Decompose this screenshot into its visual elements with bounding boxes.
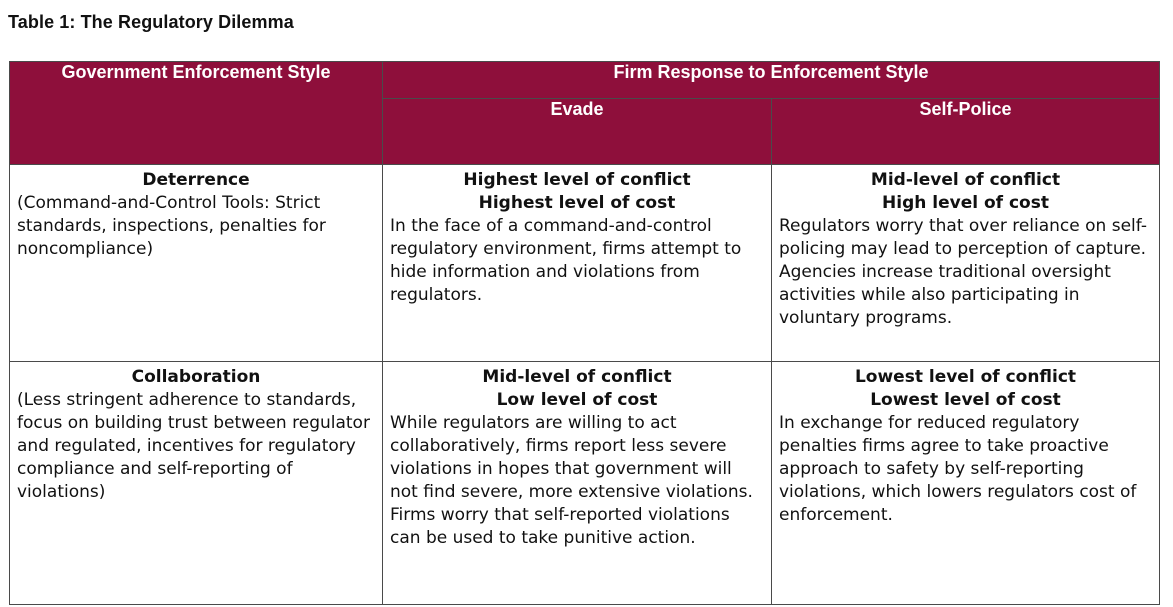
cell-description: In the face of a command-and-control regulatory environment, firms attempt to hide information and violations from regulators. — [390, 216, 742, 305]
style-name: Deterrence — [142, 170, 250, 190]
regulatory-dilemma-table — [9, 61, 1160, 605]
style-description: (Less stringent adherence to standards, focus on building trust between regulator and regulated, incentives for regulatory compliance and self-reporting of violations) — [17, 390, 370, 502]
cell-deterrence-evade — [383, 165, 772, 362]
cell-deterrence-self-police — [772, 165, 1160, 362]
cell-description: While regulators are willing to act collaboratively, firms report less severe violations in hopes that government will not find severe, more extensive violations. Firms worry that self-reported violations can be used to take punitive action. — [390, 413, 753, 548]
table-row-deterrence — [10, 165, 1160, 362]
style-description: (Command-and-Control Tools: Strict standards, inspections, penalties for noncompliance) — [17, 193, 326, 259]
cell-collaboration-style — [10, 362, 383, 605]
cell-description: In exchange for reduced regulatory penalties firms agree to take proactive approach to safety by self-reporting violations, which lowers regulators cost of enforcement. — [779, 413, 1137, 525]
table-title: Table 1: The Regulatory Dilemma — [8, 12, 294, 32]
conflict-level: Highest level of conflict — [463, 170, 691, 190]
cost-level: Lowest level of cost — [870, 390, 1061, 410]
cost-level: High level of cost — [882, 193, 1049, 213]
cell-collaboration-self-police — [772, 362, 1160, 605]
header-evade: Evade — [383, 99, 772, 165]
header-self-police: Self-Police — [772, 99, 1160, 165]
cell-description: Regulators worry that over reliance on self-policing may lead to perception of capture. Agencies increase traditional oversight activities while also participating in voluntary programs. — [779, 216, 1147, 328]
conflict-level: Mid-level of conflict — [870, 170, 1061, 190]
style-name: Collaboration — [131, 367, 261, 387]
conflict-level: Mid-level of conflict — [482, 367, 672, 387]
header-row-top — [10, 62, 1160, 99]
cost-level: Highest level of cost — [478, 193, 676, 213]
table-row-collaboration — [10, 362, 1160, 605]
conflict-level: Lowest level of conflict — [854, 367, 1077, 387]
header-firm-response: Firm Response to Enforcement Style — [383, 62, 1160, 99]
cell-collaboration-evade — [383, 362, 772, 605]
header-government-enforcement-style: Government Enforcement Style — [10, 62, 383, 165]
cost-level: Low level of cost — [496, 390, 658, 410]
cell-deterrence-style — [10, 165, 383, 362]
